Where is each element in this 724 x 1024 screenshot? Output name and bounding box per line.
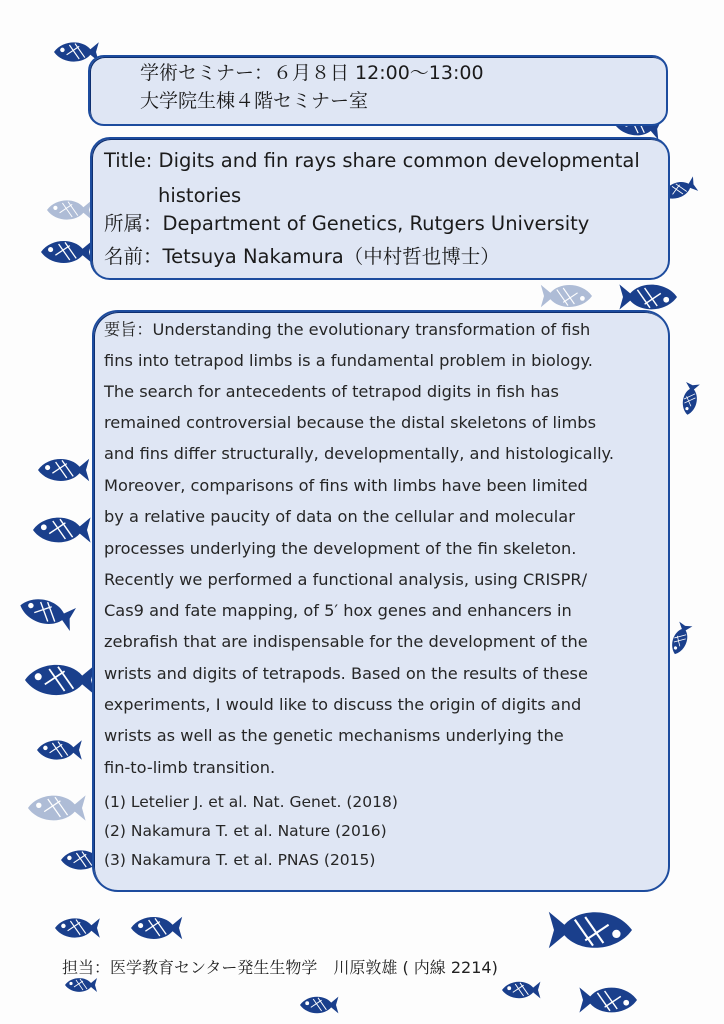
- abstract-line: Cas9 and fate mapping, of 5′ hox genes and enhancers in: [104, 601, 572, 620]
- abstract-line: wrists and digits of tetrapods. Based on the results of these: [104, 664, 588, 683]
- abstract-line: Moreover, comparisons of fins with limbs have been limited: [104, 476, 588, 495]
- fish-stamp-icon: [28, 795, 86, 820]
- fish-stamp-icon: [668, 622, 692, 657]
- reference-item: (3) Nakamura T. et al. PNAS (2015): [104, 851, 376, 869]
- fish-stamp-icon: [579, 987, 637, 1012]
- fish-stamp-icon: [131, 917, 182, 939]
- reference-item: (2) Nakamura T. et al. Nature (2016): [104, 822, 387, 840]
- talk-title-continued: histories: [158, 184, 242, 207]
- contact-person: 担当：医学教育センター発生生物学 川原敦雄 ( 内線 2214): [62, 958, 498, 977]
- abstract-line: fins into tetrapod limbs is a fundamental problem in biology.: [104, 351, 593, 370]
- abstract-line: remained controversial because the distal skeletons of limbs: [104, 413, 597, 432]
- fish-stamp-icon: [502, 982, 540, 999]
- reference-item: (1) Letelier J. et al. Nat. Genet. (2018): [104, 793, 398, 811]
- fish-stamp-icon: [38, 459, 89, 481]
- abstract-line: processes underlying the development of the fin skeleton.: [104, 539, 577, 558]
- abstract-line: wrists as well as the genetic mechanisms underlying the: [104, 726, 564, 745]
- fish-stamp-icon: [41, 241, 92, 263]
- abstract-line: fin-to-limb transition.: [104, 758, 276, 777]
- fish-stamp-icon: [37, 740, 82, 760]
- abstract-line: Recently we performed a functional analysis, using CRISPR/: [104, 570, 588, 589]
- abstract-line: by a relative paucity of data on the cellular and molecular: [104, 507, 575, 526]
- seminar-room: 大学院生棟４階セミナー室: [140, 90, 369, 112]
- fish-stamp-icon: [33, 517, 91, 542]
- fish-stamp-icon: [549, 912, 632, 948]
- seminar-datetime: 学術セミナー：６月８日 12:00〜13:00: [140, 62, 484, 84]
- fish-stamp-icon: [17, 594, 76, 631]
- fish-stamp-icon: [300, 997, 338, 1014]
- abstract-line: The search for antecedents of tetrapod digits in fish has: [104, 382, 559, 401]
- talk-title: Title: Digits and fin rays share common developmental: [104, 149, 640, 172]
- fish-stamp-icon: [681, 382, 700, 416]
- fish-stamp-icon: [65, 978, 97, 992]
- speaker-affiliation: 所属：Department of Genetics, Rutgers University: [104, 212, 590, 235]
- abstract-line: experiments, I would like to discuss the origin of digits and: [104, 695, 582, 714]
- abstract-line: and fins differ structurally, developmentally, and histologically.: [104, 444, 614, 463]
- fish-stamp-icon: [541, 285, 592, 307]
- speaker-name: 名前：Tetsuya Nakamura（中村哲也博士）: [104, 245, 500, 268]
- abstract-line: zebrafish that are indispensable for the development of the: [104, 632, 588, 651]
- fish-stamp-icon: [47, 200, 92, 220]
- fish-stamp-icon: [55, 918, 100, 938]
- fish-stamp-icon: [619, 284, 677, 309]
- fish-stamp-icon: [25, 665, 95, 696]
- abstract-line: 要旨：Understanding the evolutionary transformation of fish: [104, 320, 591, 339]
